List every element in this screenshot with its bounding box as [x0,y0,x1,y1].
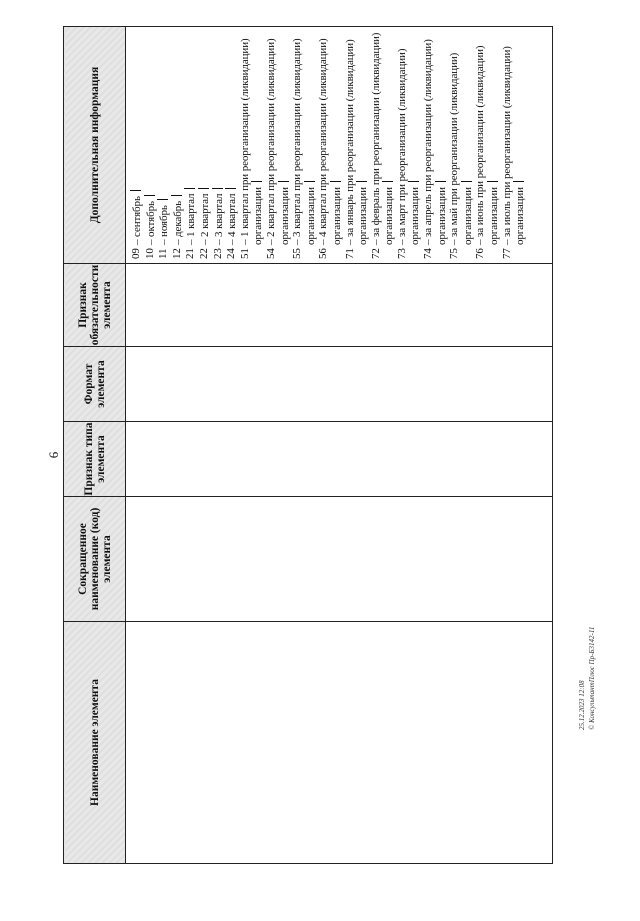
period-description: – сентябрь [131,190,143,245]
period-description: – за июнь при реорганизации (ликвидации) организации [474,45,501,245]
list-item [184,31,198,259]
header-format: Формат элемента [64,347,126,422]
period-code: 71 [343,248,356,259]
scan-stamp-date: 25.12.2023 12:08 [578,680,586,730]
period-code: 54 [264,248,277,259]
list-item [144,31,158,259]
elements-table [63,26,553,864]
period-description: – 4 квартал [226,188,238,245]
header-type-flag: Признак типа элемента [64,422,126,497]
page-number: 6 [46,451,61,459]
period-description: – за май при реорганизации (ликвидации) организации [448,52,474,245]
list-item [130,31,144,259]
list-item [317,31,343,259]
list-item [422,31,448,259]
period-code: 21 [184,248,197,259]
period-description: – 2 квартал [199,188,211,245]
header-required-flag: Признак обязательности элемента [64,264,126,347]
list-item [239,31,265,259]
period-code: 77 [500,248,513,259]
period-code: 24 [225,248,238,259]
period-description: – 1 квартал при реорганизации (ликвидации) организации [238,38,265,245]
list-item [344,31,370,259]
list-item [212,31,226,259]
scan-stamp-source: © КонсультантПлюс Пр-Б3142-11 [588,626,596,730]
period-code: 74 [422,248,435,259]
period-description: – за июль при реорганизации (ликвидации) организации [500,46,527,245]
period-code: 72 [369,248,382,259]
period-code: 10 [143,248,156,259]
period-code: 09 [130,248,142,259]
period-code: 73 [395,248,408,259]
cell-element-name [126,622,553,864]
cell-short-code [126,497,553,622]
rotated-table-wrapper [63,27,553,864]
period-description: – за январь при реорганизации (ликвидации) организации [343,39,370,245]
period-description: – октябрь [145,195,157,245]
list-item [370,31,396,259]
period-description: – за апрель при реорганизации (ликвидации) организации [422,39,448,245]
period-description: – 2 квартал при реорганизации (ликвидации) организации [264,38,291,245]
list-item [396,31,422,259]
header-additional-info: Дополнительная информация [64,27,126,264]
document-frame [63,27,553,864]
list-item [198,31,212,259]
header-short-code: Сокращенное наименование (код) элемента [64,497,126,622]
period-description: – ноябрь [158,199,170,245]
period-code: 76 [474,248,487,259]
header-element-name: Наименование элемента [64,622,126,864]
list-item [265,31,291,259]
table-header-row [64,27,126,864]
period-description: – 3 квартал [213,188,225,245]
list-item [501,31,527,259]
period-code: 75 [448,248,461,259]
period-code: 55 [291,248,304,259]
scan-stamp [577,580,617,730]
period-description: – декабрь [172,195,184,245]
list-item [171,31,185,259]
period-code-list [130,31,527,259]
table-row [126,27,553,864]
period-code: 22 [197,248,210,259]
cell-format [126,347,553,422]
list-item [474,31,500,259]
cell-required-flag [126,264,553,347]
period-description: – за февраль при реорганизации (ликвидации) организации [369,32,396,245]
list-item [448,31,474,259]
period-code: 23 [211,248,224,259]
period-code: 56 [317,248,330,259]
cell-additional-info [126,27,553,264]
list-item [157,31,171,259]
period-code: 12 [170,248,183,259]
period-code: 51 [238,248,251,259]
period-description: – 1 квартал [185,188,197,245]
period-code: 11 [157,248,170,259]
period-description: – 3 квартал при реорганизации (ликвидации) организации [291,38,317,245]
list-item [291,31,317,259]
list-item [225,31,239,259]
period-description: – за март при реорганизации (ликвидации) организации [395,48,422,245]
period-description: – 4 квартал при реорганизации (ликвидации) организации [317,38,343,245]
cell-type-flag [126,422,553,497]
